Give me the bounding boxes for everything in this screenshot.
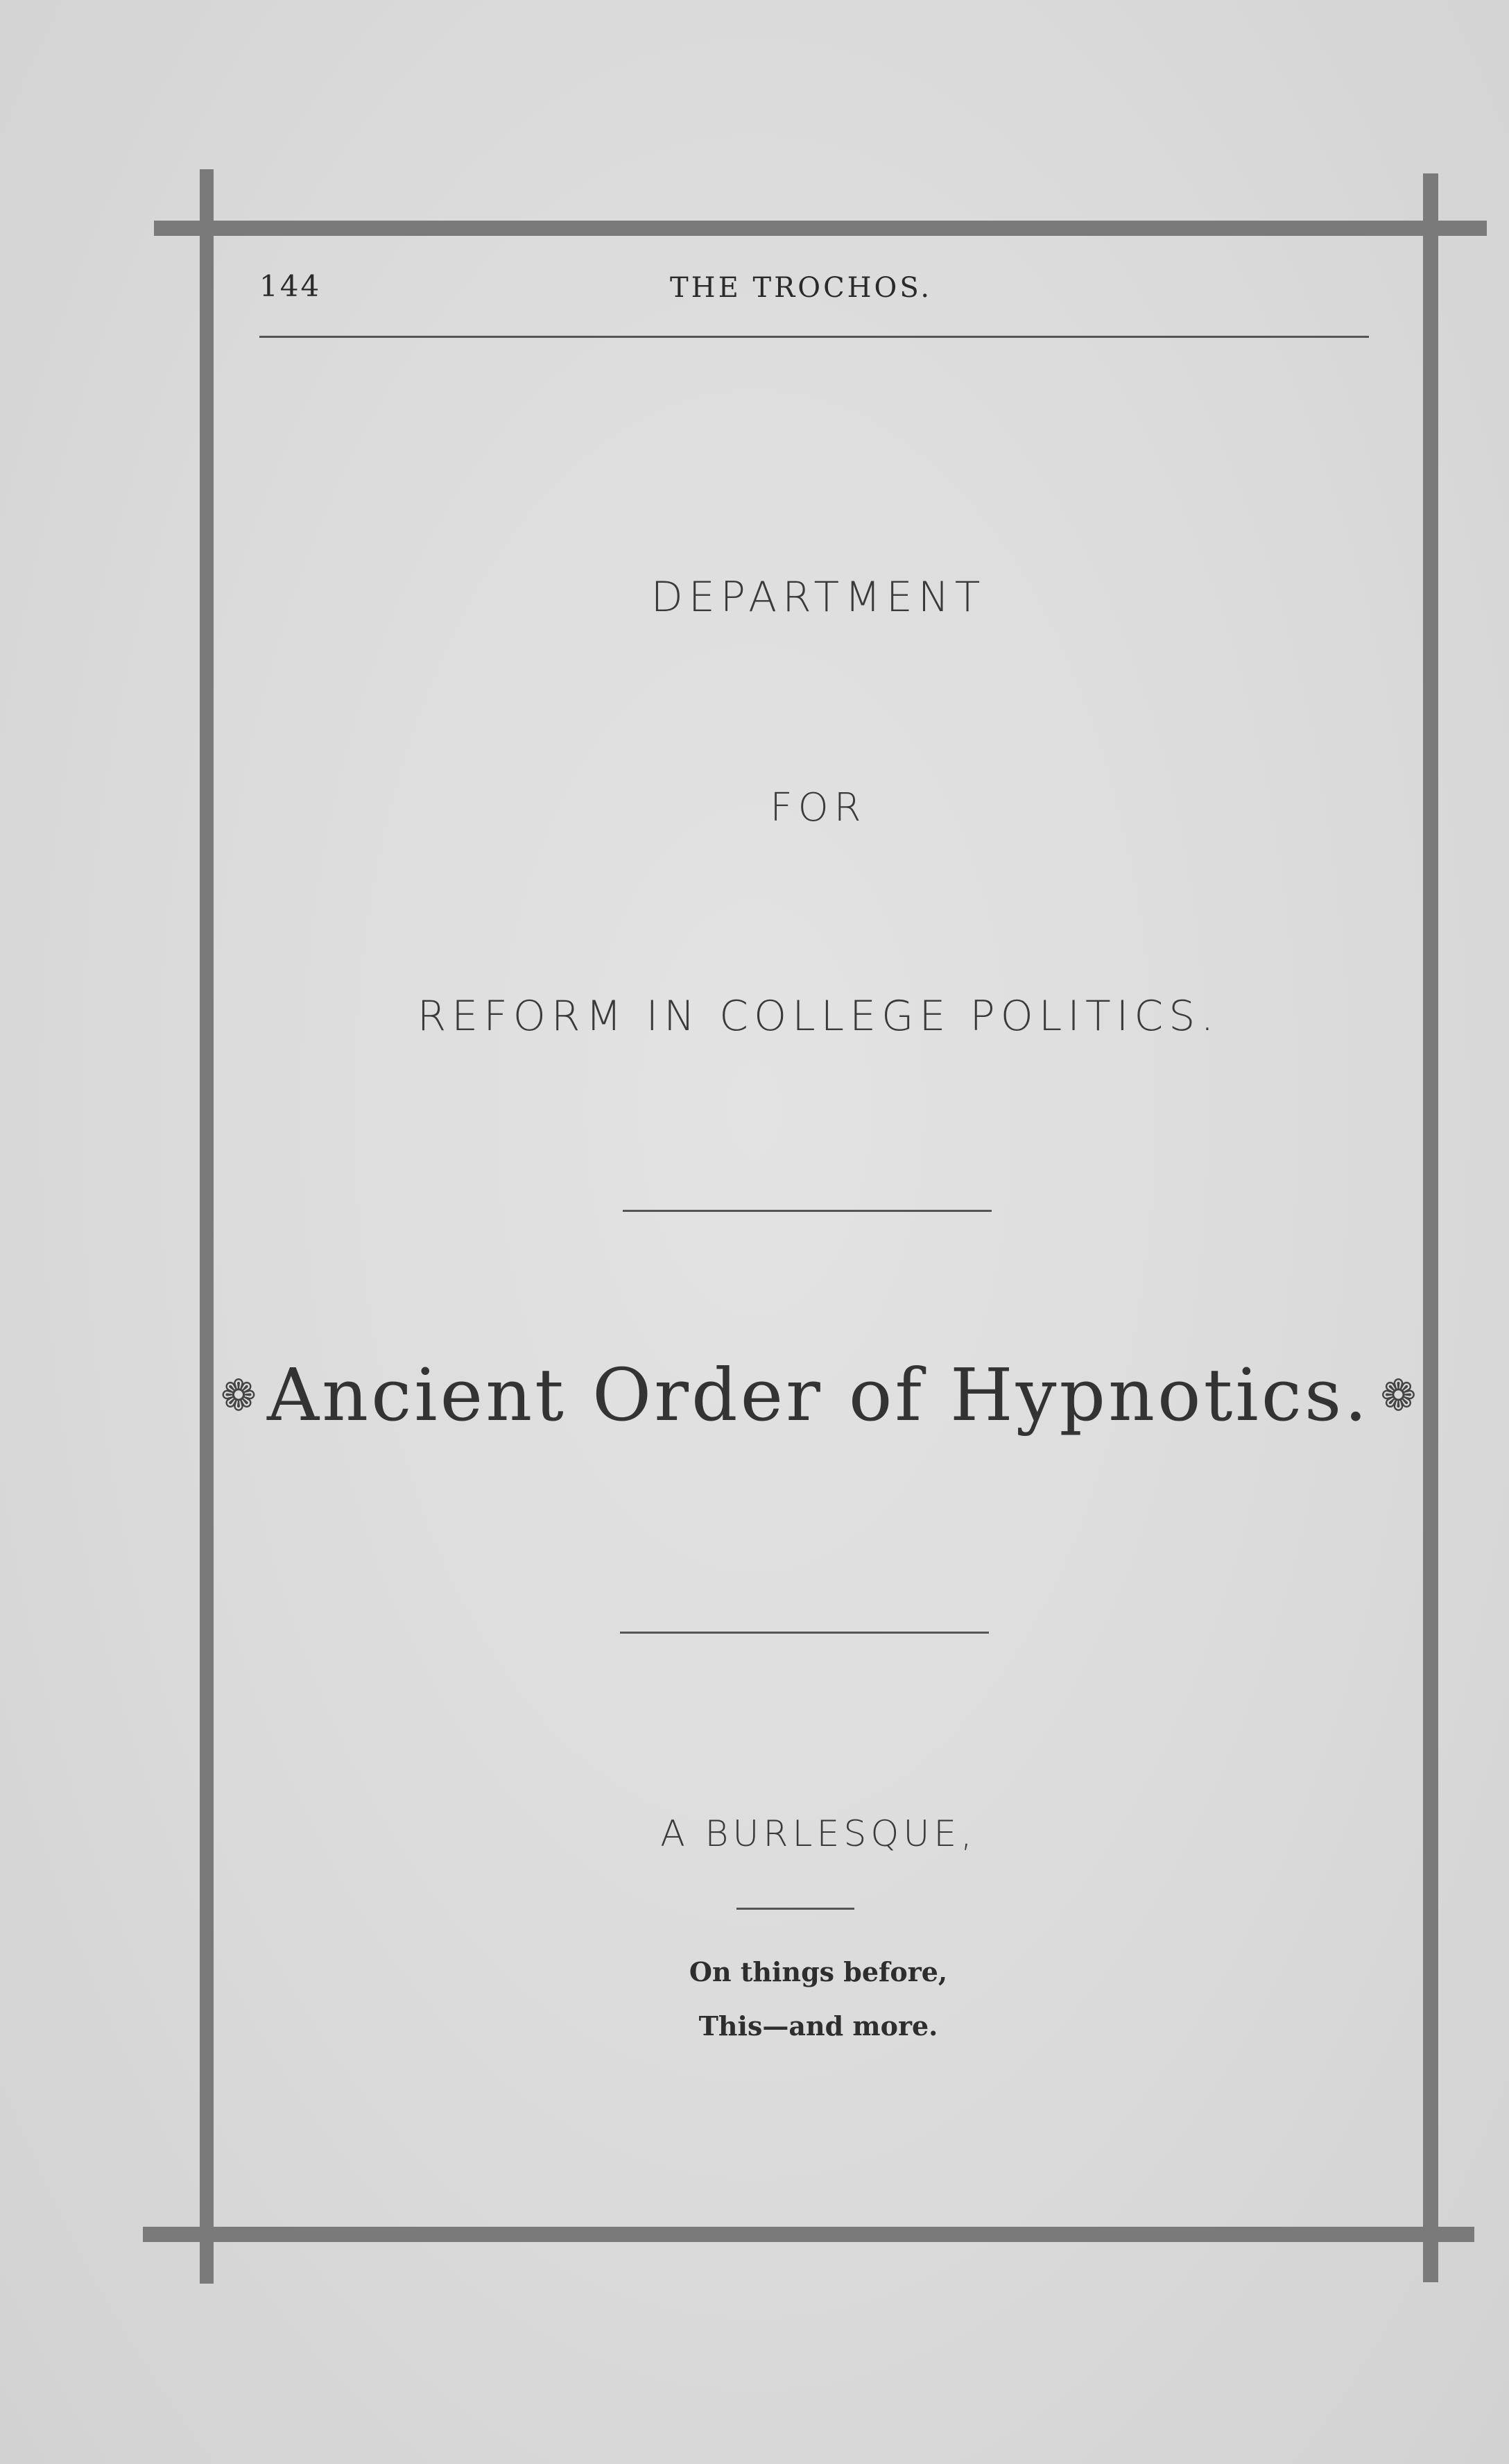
frame-rule-bottom xyxy=(143,2227,1474,2242)
frame-rule-left xyxy=(200,169,214,2284)
ornament-right-icon: ❁ xyxy=(1380,1369,1417,1421)
frame-rule-top xyxy=(154,221,1487,236)
divider-rule-2 xyxy=(620,1632,989,1634)
page-number: 144 xyxy=(259,269,322,303)
verse-line-1: On things before, xyxy=(689,1956,948,1987)
heading-reform: REFORM IN COLLEGE POLITICS. xyxy=(417,992,1220,1041)
divider-rule-3 xyxy=(736,1908,854,1910)
verse-line-2: This—and more. xyxy=(698,2010,938,2042)
ornament-left-icon: ❁ xyxy=(221,1369,257,1421)
order-title: Ancient Order of Hypnotics. xyxy=(267,1353,1370,1437)
frame-rule-right xyxy=(1423,173,1438,2282)
order-title-line xyxy=(214,1353,1423,1437)
running-title: THE TROCHOS. xyxy=(670,272,933,304)
heading-for: FOR xyxy=(770,785,867,830)
subtitle-burlesque: A BURLESQUE, xyxy=(660,1813,976,1855)
heading-department: DEPARTMENT xyxy=(650,573,986,622)
header-rule xyxy=(259,336,1369,338)
running-head xyxy=(259,269,1369,318)
divider-rule-1 xyxy=(623,1210,992,1212)
